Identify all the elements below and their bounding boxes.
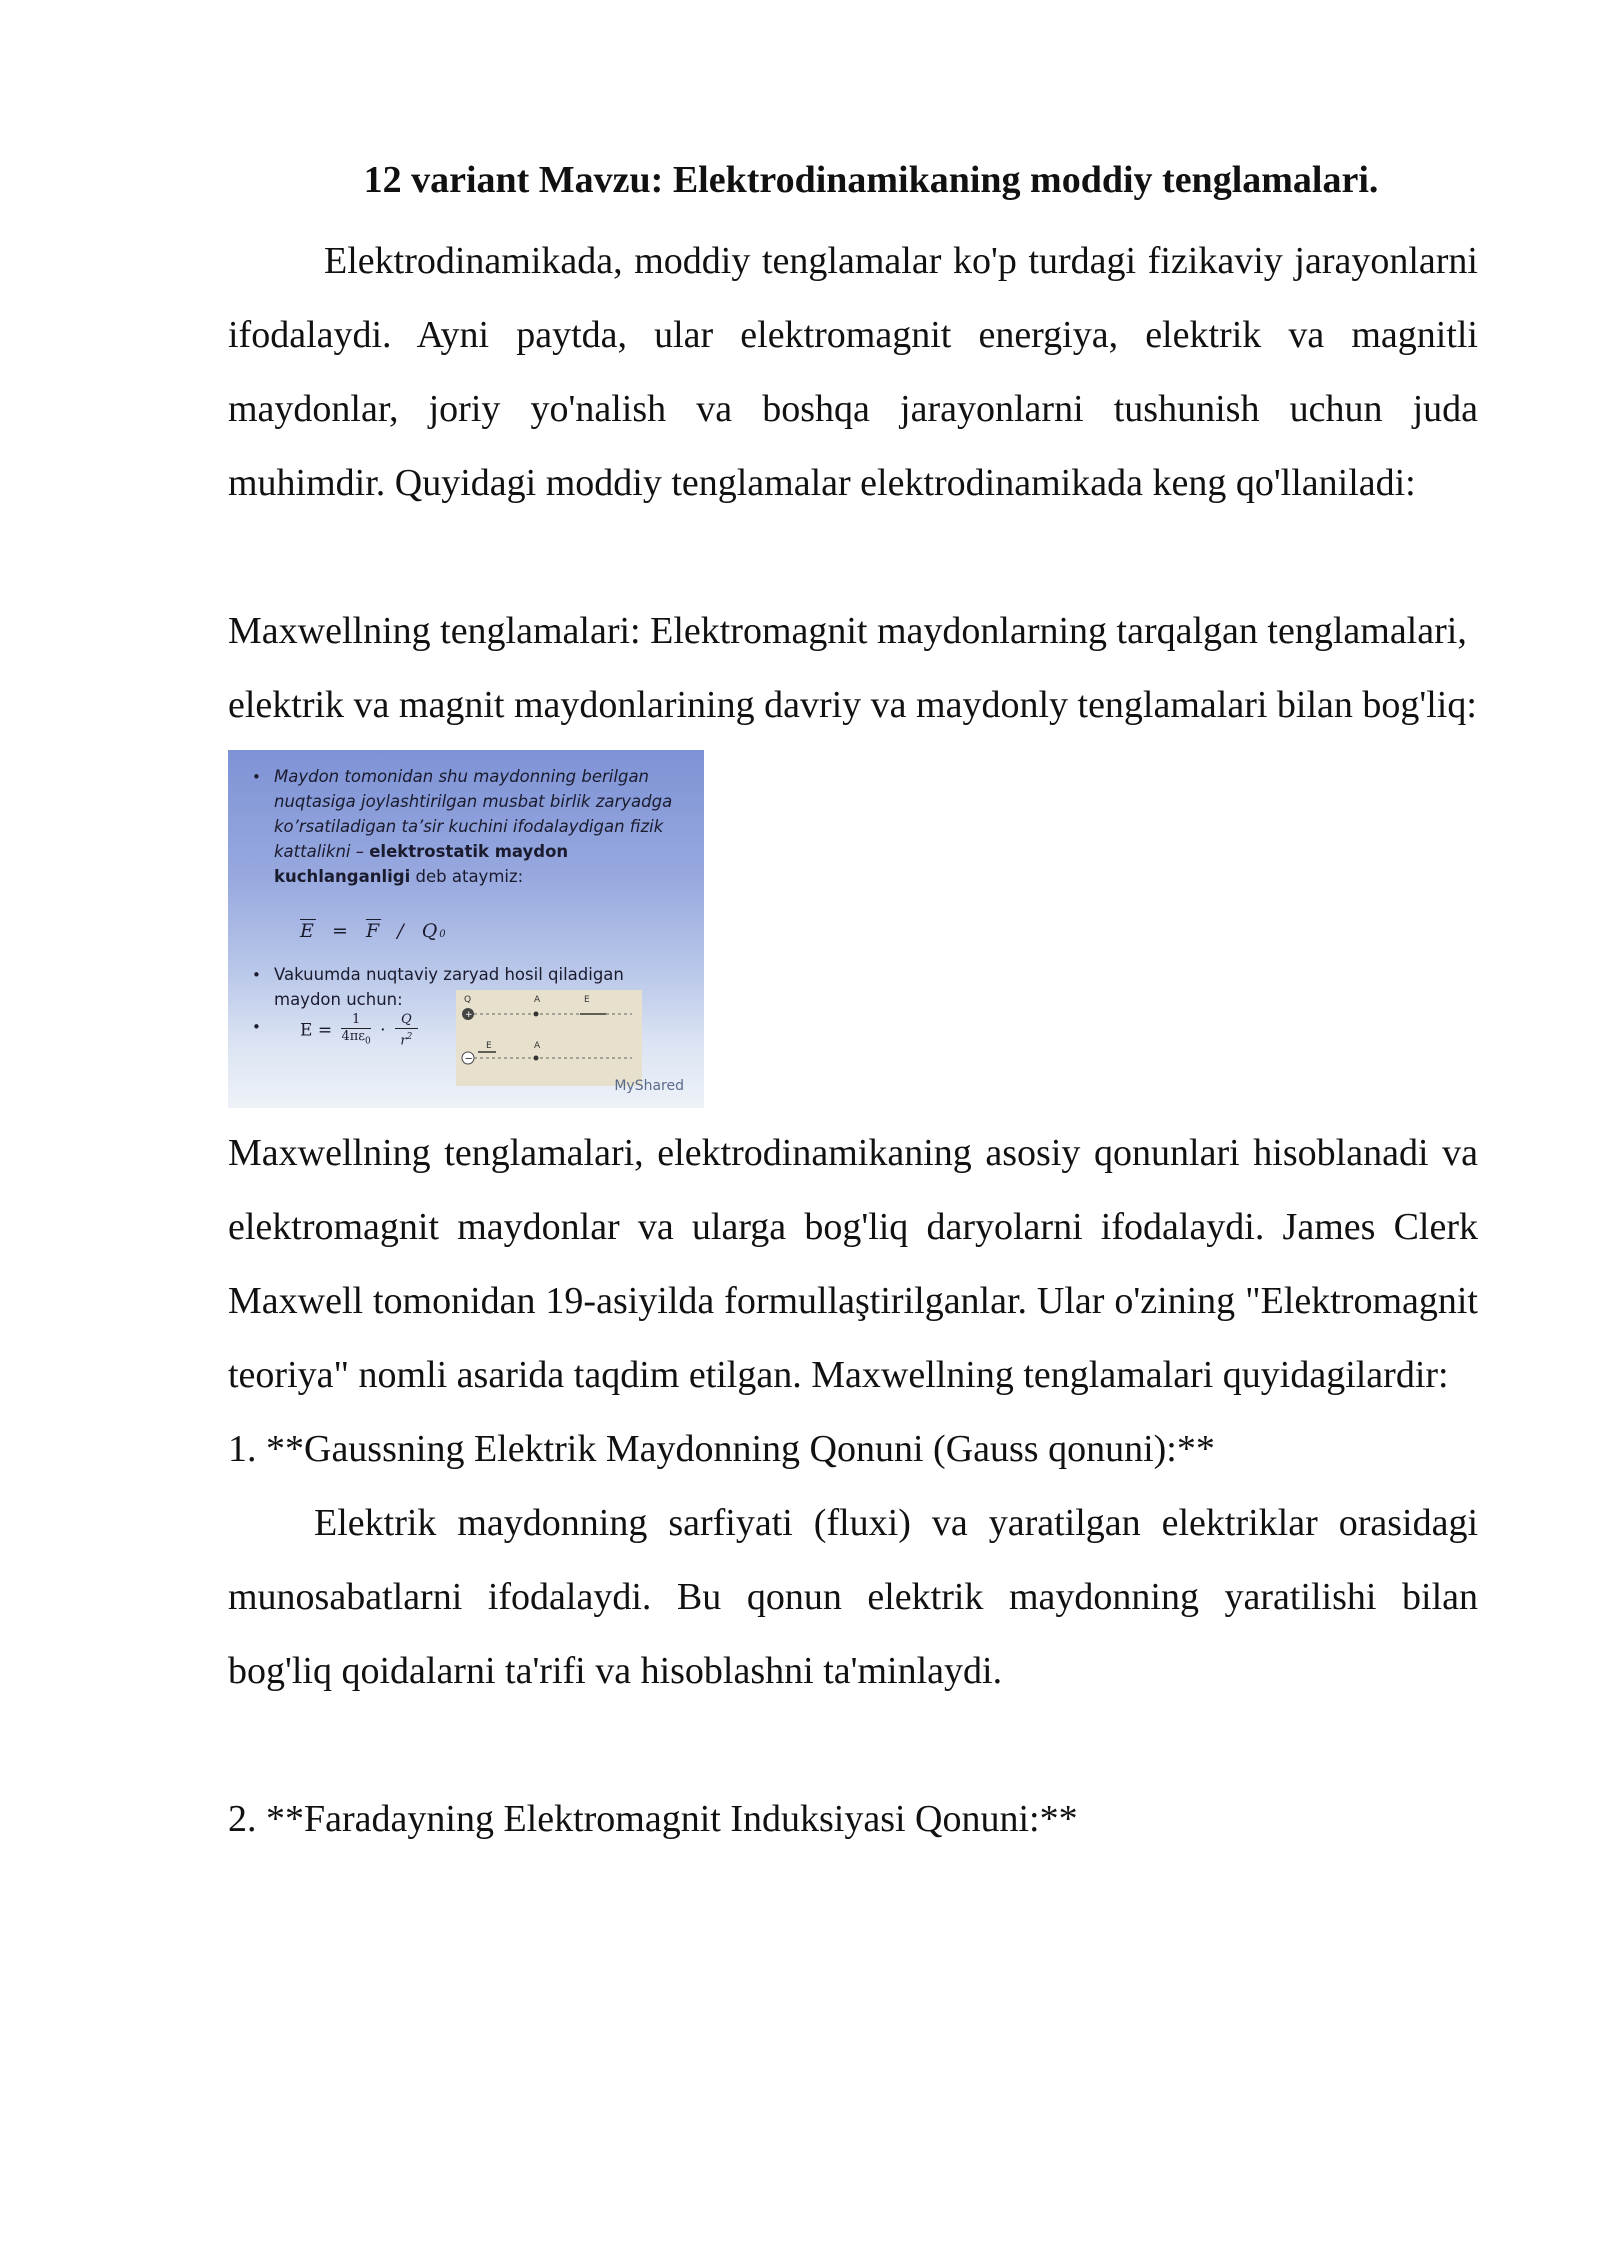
- eq1-vector-f: $\overline{F}$: [365, 920, 382, 942]
- eq1-charge: Q: [421, 920, 440, 942]
- page-title: 12 variant Mavzu: Elektrodinamikaning moddiy tenglamalari.: [363, 159, 1379, 201]
- field-diagram: [456, 990, 642, 1086]
- eq2-numerator-2: Q: [395, 1012, 418, 1029]
- eq1-vector-e: $\overline{E}$: [300, 920, 316, 942]
- slide-definition-tail: deb ataymiz:: [415, 867, 524, 886]
- diagram-label-e-bottom: E: [486, 1041, 492, 1051]
- diagram-label-q: Q: [464, 995, 472, 1005]
- eq1-subscript: 0: [439, 929, 448, 940]
- slide-image: [228, 750, 704, 1108]
- item1-heading: 1. **Gaussning Elektrik Maydonning Qonuni (Gauss qonuni):**: [228, 1428, 1215, 1470]
- eq2-denominator-2-sup: 2: [406, 1032, 413, 1043]
- blank-line: [228, 1708, 1478, 1782]
- eq2-fraction-charge: [395, 1012, 418, 1049]
- point-a-top: [534, 1012, 539, 1017]
- eq2-denominator-2: r: [400, 1033, 407, 1049]
- diagram-label-a-bottom: A: [534, 1041, 541, 1051]
- slide-bullet: •: [252, 966, 261, 984]
- blank-line: [228, 520, 1478, 594]
- maxwell-description-paragraph: Maxwellning tenglamalari, elektrodinamikaning asosiy qonunlari hisoblanadi va elektromagnit maydonlar va ularga bog'liq daryolarni ifodalaydi. James Clerk Maxwell tomonidan 19-asiyilda formullaştirilganlar. Ular o'zining "Elektromagnit teoriya" nomli asarida taqdim etilgan. Maxwellning tenglamalari quyidagilardir:: [228, 1132, 1478, 1396]
- item1-text: Elektrik maydonning sarfiyati (fluxi) va yaratilgan elektriklar orasidagi munosabatlarni ifodalaydi. Bu qonun elektrik maydonning yaratilishi bilan bog'liq qoidalarni ta'rifi va hisoblashni ta'minlaydi.: [228, 1502, 1478, 1692]
- eq2-lhs: E =: [300, 1020, 333, 1041]
- slide-vacuum-text: Vakuumda nuqtaviy zaryad hosil qiladigan maydon uchun:: [274, 965, 624, 1009]
- eq2-fraction-constant: [341, 1012, 370, 1050]
- diagram-plus: +: [465, 1010, 473, 1020]
- maxwell-intro-paragraph: Maxwellning tenglamalari: Elektromagnit maydonlarning tarqalgan tenglamalari, elektrik va magnit maydonlarining davriy va maydonly tenglamalari bilan bog'liq:: [228, 610, 1477, 726]
- slide-equation-point-charge: E = $\frac{1}{4\pi\varepsilon_0}$ · $\frac{Q}{r^2}$: [300, 1012, 422, 1050]
- slide-equation-field-strength: $\overline{E} = \overline{F} / Q0$: [300, 920, 448, 942]
- watermark: MyShared: [614, 1078, 684, 1094]
- diagram-label-e-top: E: [584, 995, 590, 1005]
- slide-definition-bold: elektrostatik maydon kuchlanganligi: [274, 842, 569, 886]
- eq2-numerator-1: 1: [341, 1012, 370, 1029]
- eq2-denominator-1: 4πε: [341, 1029, 366, 1044]
- slide-definition-italic: Maydon tomonidan shu maydonning berilgan nuqtasiga joylashtirilgan musbat birlik zaryadga ko’rsatiladigan ta’sir kuchini ifodalaydigan fizik kattalikni –: [274, 767, 673, 861]
- page-content: [228, 150, 1478, 1856]
- field-diagram-svg: [456, 990, 642, 1086]
- intro-paragraph: Elektrodinamikada, moddiy tenglamalar ko'p turdagi fizikaviy jarayonlarni ifodalaydi. Ayni paytda, ular elektromagnit energiya, elektrik va magnitli maydonlar, joriy yo'nalish va boshqa jarayonlarni tushunish uchun juda muhimdir. Quyidagi moddiy tenglamalar elektrodinamikada keng qo'llaniladi:: [228, 240, 1478, 504]
- slide-bullet: •: [252, 1018, 261, 1036]
- eq2-denominator-1-sub: 0: [365, 1036, 371, 1047]
- slide-bullet: •: [252, 768, 261, 786]
- point-a-bottom: [534, 1056, 539, 1061]
- slide-definition-text: [274, 764, 694, 889]
- diagram-label-a-top: A: [534, 995, 541, 1005]
- diagram-minus: −: [464, 1053, 473, 1065]
- item2-heading: 2. **Faradayning Elektromagnit Induksiyasi Qonuni:**: [228, 1798, 1078, 1840]
